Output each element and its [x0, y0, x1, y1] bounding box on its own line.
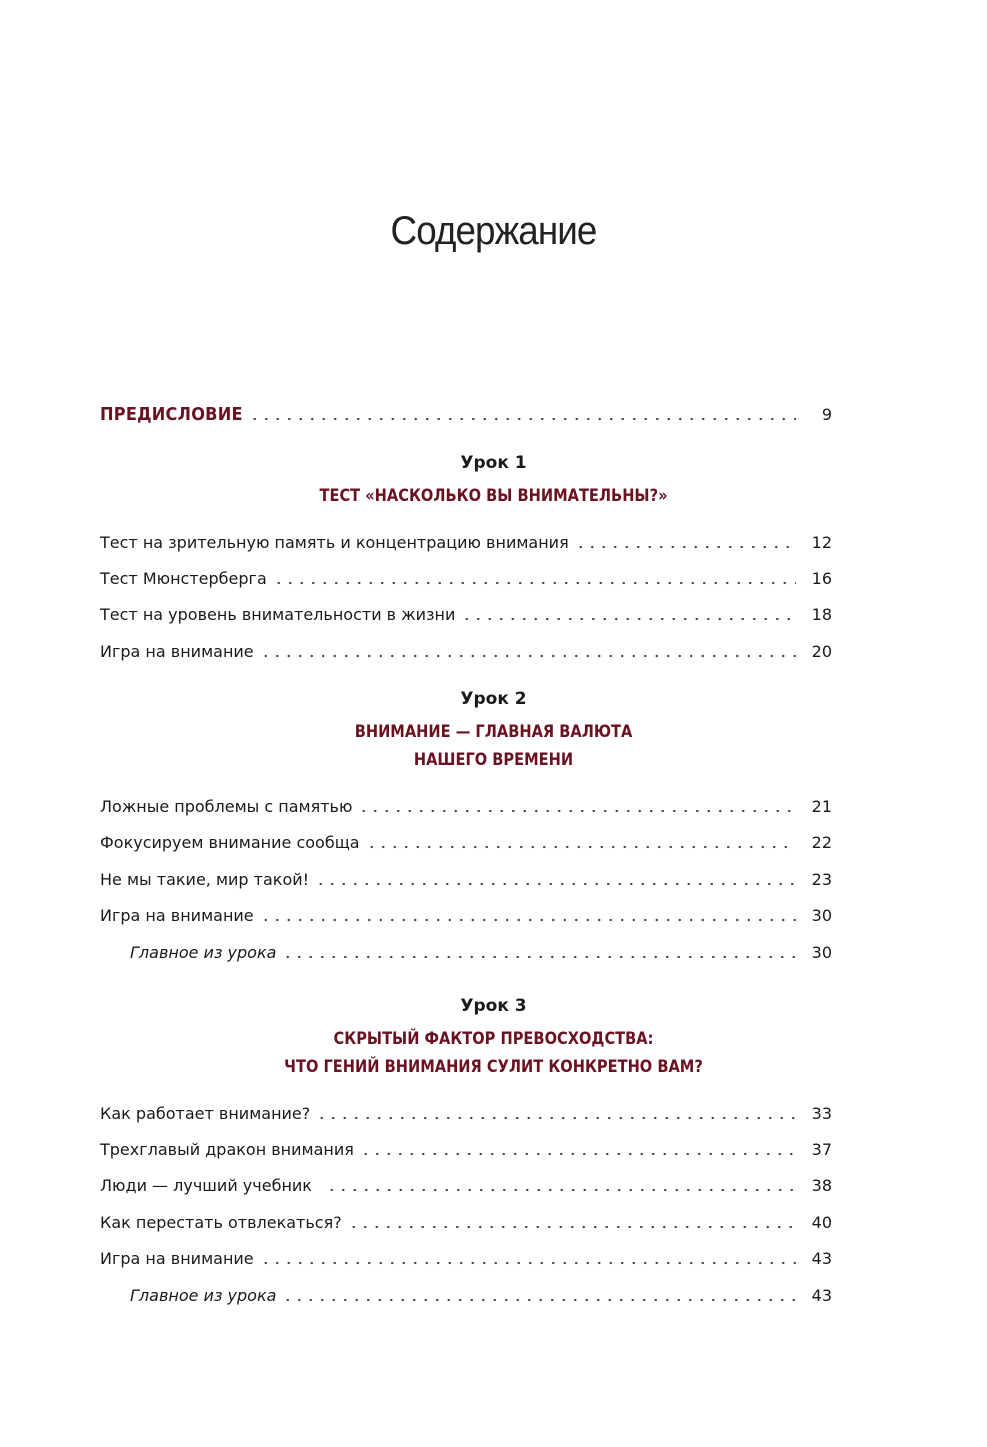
lesson-heading: Урок 2	[460, 689, 527, 709]
toc-entry-label: Не мы такие, мир такой!	[100, 870, 310, 889]
dot-leader	[461, 600, 796, 622]
toc-entry-label: Игра на внимание	[100, 642, 254, 661]
toc-entry-label: Тест Мюнстерберга	[100, 569, 267, 588]
toc-entry-label: Люди — лучший учебник	[100, 1176, 312, 1195]
toc-page-number: 33	[811, 1104, 832, 1123]
toc-entry[interactable]	[100, 898, 832, 928]
toc-entry-summary[interactable]	[130, 935, 832, 965]
dot-leader	[348, 1208, 796, 1230]
toc-page-number: 23	[811, 870, 832, 889]
lesson-heading: Урок 3	[460, 996, 527, 1016]
dot-leader	[360, 1135, 796, 1157]
toc-entry[interactable]	[100, 561, 832, 591]
dot-leader	[326, 1171, 796, 1193]
page-title: Содержание	[390, 209, 597, 253]
lesson-title[interactable]: ЧТО ГЕНИЙ ВНИМАНИЯ СУЛИТ КОНКРЕТНО ВАМ?	[284, 1057, 703, 1077]
toc-entry-summary[interactable]	[130, 1278, 832, 1308]
toc-entry-label: Игра на внимание	[100, 1249, 254, 1268]
toc-entry[interactable]	[100, 862, 832, 892]
toc-entry-label: ПРЕДИСЛОВИЕ	[100, 404, 243, 425]
toc-entry[interactable]	[100, 789, 832, 819]
toc-entry[interactable]	[100, 1132, 832, 1162]
toc-page-number: 30	[811, 906, 832, 925]
dot-leader	[315, 865, 796, 887]
dot-leader	[249, 400, 796, 422]
dot-leader	[358, 792, 796, 814]
dot-leader	[260, 1244, 796, 1266]
dot-leader	[260, 637, 796, 659]
toc-page-number: 43	[811, 1286, 832, 1305]
toc-page-number: 43	[811, 1249, 832, 1268]
toc-entry-label: Игра на внимание	[100, 906, 254, 925]
toc-entry[interactable]	[100, 1241, 832, 1271]
toc-entry[interactable]	[100, 634, 832, 664]
dot-leader	[316, 1099, 796, 1121]
toc-entry-preface[interactable]	[100, 395, 832, 427]
dot-leader	[282, 938, 796, 960]
toc-page-number: 37	[811, 1140, 832, 1159]
toc-entry-label: Тест на уровень внимательности в жизни	[100, 605, 456, 624]
toc-entry[interactable]	[100, 825, 832, 855]
dot-leader	[282, 1281, 796, 1303]
toc-page-number: 16	[811, 569, 832, 588]
lesson-title[interactable]: ТЕСТ «НАСКОЛЬКО ВЫ ВНИМАТЕЛЬНЫ?»	[319, 486, 668, 506]
toc-page-number: 22	[811, 833, 832, 852]
toc-entry-label: Трехглавый дракон внимания	[100, 1140, 354, 1159]
toc-entry-label: Главное из урока	[130, 1286, 277, 1305]
toc-entry[interactable]	[100, 525, 832, 555]
toc-page-number: 9	[821, 405, 832, 424]
lesson-title[interactable]: СКРЫТЫЙ ФАКТОР ПРЕВОСХОДСТВА:	[333, 1029, 654, 1049]
toc-entry-label: Тест на зрительную память и концентрацию внимания	[100, 533, 569, 552]
dot-leader	[273, 564, 796, 586]
toc-page-number: 21	[811, 797, 832, 816]
toc-page-number: 18	[811, 605, 832, 624]
toc-page-number: 38	[811, 1176, 832, 1195]
toc-entry-label: Фокусируем внимание сообща	[100, 833, 360, 852]
toc-entry-label: Ложные проблемы с памятью	[100, 797, 353, 816]
toc-page-number: 30	[811, 943, 832, 962]
toc-entry-label: Как работает внимание?	[100, 1104, 311, 1123]
dot-leader	[575, 528, 796, 550]
dot-leader	[366, 828, 796, 850]
toc-entry-label: Как перестать отвлекаться?	[100, 1213, 342, 1232]
toc-entry[interactable]	[100, 1096, 832, 1126]
lesson-title[interactable]: ВНИМАНИЕ — ГЛАВНАЯ ВАЛЮТА	[354, 722, 633, 742]
dot-leader	[260, 901, 796, 923]
toc-entry[interactable]	[100, 1205, 832, 1235]
toc-entry-label: Главное из урока	[130, 943, 277, 962]
toc-page-number: 20	[811, 642, 832, 661]
toc-page-number: 40	[811, 1213, 832, 1232]
lesson-title[interactable]: НАШЕГО ВРЕМЕНИ	[413, 750, 574, 770]
toc-entry[interactable]	[100, 597, 832, 627]
toc-entry[interactable]	[100, 1168, 832, 1198]
toc-page-number: 12	[811, 533, 832, 552]
lesson-heading: Урок 1	[460, 453, 527, 473]
